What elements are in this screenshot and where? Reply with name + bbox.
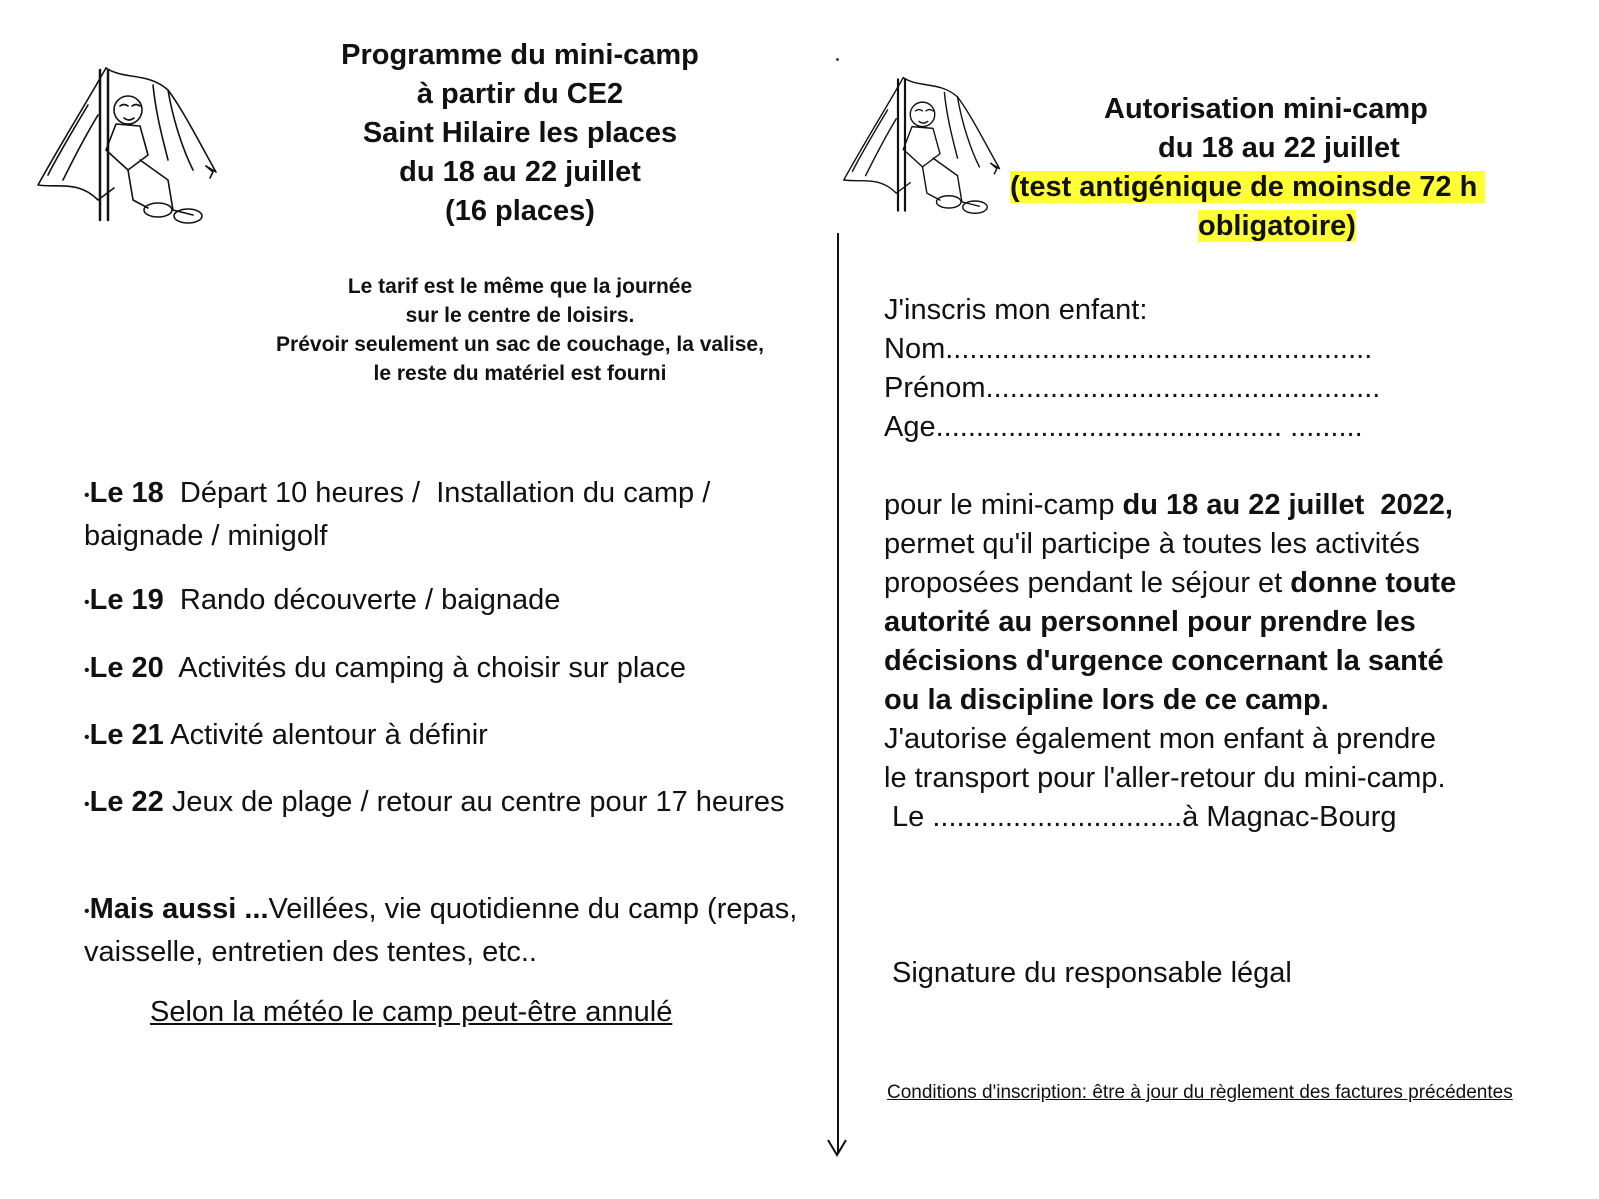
form-intro: J'inscris mon enfant: xyxy=(884,294,1148,326)
bullet-icon: • xyxy=(84,796,90,813)
programme-title xyxy=(230,36,810,231)
form-text: le transport pour l'aller-retour du mini-camp. xyxy=(884,762,1446,794)
bullet-icon: • xyxy=(84,487,90,504)
tent-child-illustration xyxy=(835,60,1010,230)
form-text-bold: ou la discipline lors de ce camp. xyxy=(884,684,1329,716)
tarif-line: sur le centre de loisirs. xyxy=(405,304,635,327)
test-requirement xyxy=(1010,168,1570,207)
divider-line xyxy=(837,233,839,1153)
tarif-line: Le tarif est le même que la journée xyxy=(347,275,693,298)
form-text xyxy=(884,564,1574,603)
bullet-icon: • xyxy=(84,729,90,746)
title-line: à partir du CE2 xyxy=(416,78,624,110)
schedule-day: Le 22 xyxy=(89,786,164,818)
form-text-bold: autorité au personnel pour prendre les xyxy=(884,606,1416,638)
tent-child-illustration xyxy=(28,60,228,230)
nom-field: Nom..................................................... xyxy=(884,333,1373,365)
schedule-item xyxy=(84,716,804,759)
signature-label: Signature du responsable légal xyxy=(892,957,1292,989)
bullet-icon: • xyxy=(84,662,90,679)
schedule-text: Veillées, vie quotidienne du camp (repas, vaisselle, entretien des tentes, etc.. xyxy=(84,893,806,968)
schedule-day: Le 18 xyxy=(89,477,164,509)
conditions-note: Conditions d'inscription: être à jour du règlement des factures précédentes xyxy=(887,1082,1513,1103)
tarif-line: le reste du matériel est fourni xyxy=(373,362,667,385)
schedule-text: Activité alentour à définir xyxy=(163,719,488,751)
registration-form xyxy=(884,291,1574,837)
form-text: J'autorise également mon enfant à prendre xyxy=(884,723,1437,755)
schedule-day: Le 21 xyxy=(89,719,164,751)
arrow-down-icon xyxy=(826,1138,848,1158)
schedule-item xyxy=(84,890,804,972)
form-text-part: proposées pendant le séjour et xyxy=(884,567,1291,599)
title-line: Autorisation mini-camp xyxy=(1104,93,1428,125)
schedule-text: Activités du camping à choisir sur place xyxy=(163,652,687,684)
form-text xyxy=(884,486,1574,525)
highlighted-text: obligatoire) xyxy=(1198,210,1356,242)
form-text-bold: donne toute xyxy=(1290,567,1457,599)
schedule-day: Le 19 xyxy=(89,584,164,616)
title-line: Programme du mini-camp xyxy=(341,39,699,71)
schedule-item xyxy=(84,783,804,826)
schedule-day: Le 20 xyxy=(89,652,164,684)
meteo-note: Selon la météo le camp peut-être annulé xyxy=(150,996,673,1028)
title-line: Saint Hilaire les places xyxy=(362,117,678,149)
schedule-day: Mais aussi ... xyxy=(89,893,269,925)
form-text-bold: décisions d'urgence concernant la santé xyxy=(884,645,1444,677)
schedule-text: Rando découverte / baignade xyxy=(163,584,561,616)
schedule-text: Départ 10 heures / Installation du camp / baignade / minigolf xyxy=(84,477,719,552)
prenom-field: Prénom................................................. xyxy=(884,372,1381,404)
form-text-part: pour le mini-camp xyxy=(884,489,1123,521)
schedule-text: Jeux de plage / retour au centre pour 17 heures xyxy=(163,786,785,818)
date-place-field: Le ...............................à Magnac-Bourg xyxy=(884,801,1397,833)
highlighted-text: (test antigénique de moinsde 72 h xyxy=(1010,171,1486,203)
schedule-item xyxy=(84,581,804,624)
bullet-icon: • xyxy=(84,903,90,920)
title-line: (16 places) xyxy=(445,195,595,227)
form-text-bold: du 18 au 22 juillet 2022, xyxy=(1122,489,1453,521)
form-text: permet qu'il participe à toutes les activités xyxy=(884,528,1420,560)
autorisation-title xyxy=(1010,90,1570,246)
tarif-note xyxy=(200,272,840,388)
tarif-line: Prévoir seulement un sac de couchage, la valise, xyxy=(276,333,764,356)
schedule-item xyxy=(84,474,804,556)
title-line: du 18 au 22 juillet xyxy=(399,156,641,188)
bullet-icon: • xyxy=(84,594,90,611)
age-field: Age........................................... ......... xyxy=(884,411,1363,443)
test-requirement xyxy=(1010,207,1570,246)
title-line: du 18 au 22 juillet xyxy=(1158,132,1400,164)
schedule-item xyxy=(84,649,804,692)
